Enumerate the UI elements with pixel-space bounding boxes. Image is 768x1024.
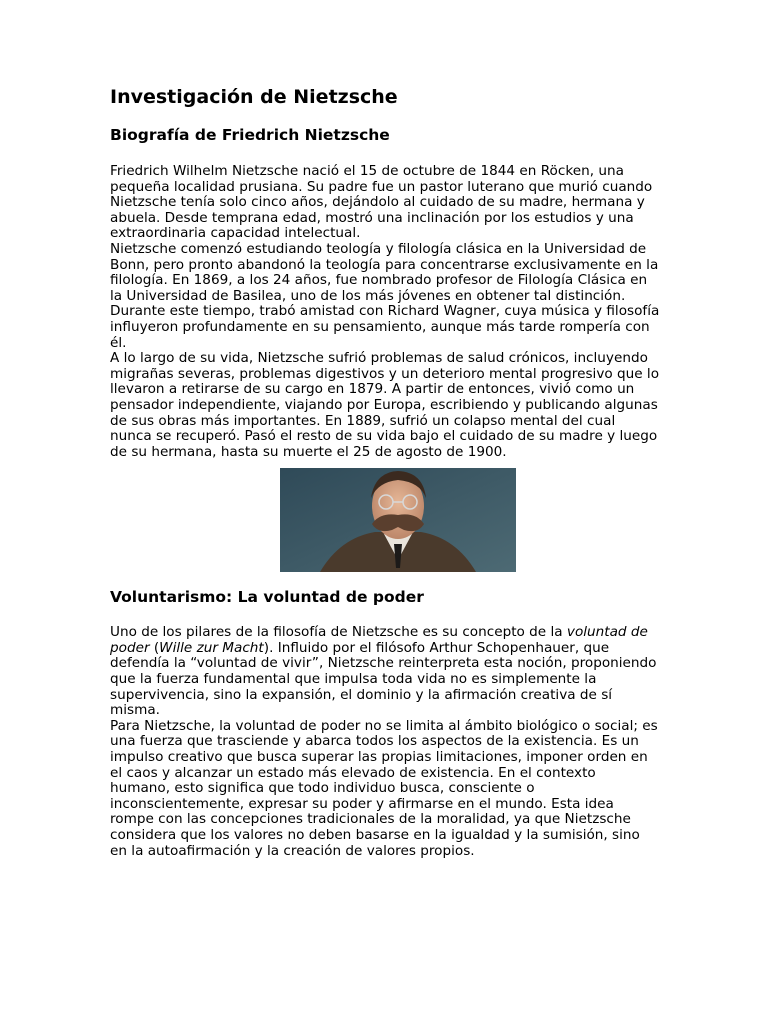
text-run: Uno de los pilares de la filosofía de Nietzsche es su concepto de la (110, 624, 567, 641)
text-run: ( (149, 639, 160, 656)
italic-term: Wille zur Macht (159, 639, 264, 656)
image-container (110, 468, 660, 572)
italic-term: voluntad de poder (110, 624, 648, 656)
portrait-photo-icon (280, 468, 516, 572)
paragraph: Para Nietzsche, la voluntad de poder no se limita al ámbito biológico o social; es una fuerza que trasciende y abarca todos los aspectos de la existencia. Es un impulso creativo que busca superar las propias limitaciones, imponer orden en el caos y alcanzar un estado más elevado de existencia. En el contexto humano, esto significa que todo individuo busca, consciente o inconscientemente, expresar su poder y afirmarse en el mundo. Esta idea rompe con las concepciones tradicionales de la moralidad, ya que Nietzsche considera que los valores no deben basarse en la igualdad y la sumisión, sino en la autoafirmación y la creación de valores propios. (110, 717, 658, 859)
paragraph: Friedrich Wilhelm Nietzsche nació el 15 de octubre de 1844 en Röcken, una pequeña localidad prusiana. Su padre fue un pastor luterano que murió cuando Nietzsche tenía solo cinco años, dejándolo al cuidado de su madre, hermana y abuela. Desde temprana edad, mostró una inclinación por los estudios y una extraordinaria capacidad intelectual. (110, 163, 653, 242)
paragraph: A lo largo de su vida, Nietzsche sufrió problemas de salud crónicos, incluyendo migrañas severas, problemas digestivos y un deterioro mental progresivo que lo llevaron a retirarse de su cargo en 1879. A partir de entonces, vivió como un pensador independiente, viajando por Europa, escribiendo y publicando algunas de sus obras más importantes. En 1889, sufrió un colapso mental del cual nunca se recuperó. Pasó el resto de su vida bajo el cuidado de su madre y luego de su hermana, hasta su muerte el 25 de agosto de 1900. (110, 350, 660, 460)
text-run: ). Influido por el filósofo Arthur Schopenhauer, que defendía la “voluntad de vivir”, Nietzsche reinterpreta esta noción, proponiendo que la fuerza fundamental que impulsa toda vida no es simplemente la supervivencia, sino la expansión, el dominio y la afirmación creativa de sí misma. (110, 639, 657, 719)
section-heading-biography: Biografía de Friedrich Nietzsche (110, 126, 390, 144)
paragraph (110, 625, 660, 719)
document-title: Investigación de Nietzsche (110, 86, 398, 108)
section-heading-voluntarism: Voluntarismo: La voluntad de poder (110, 588, 424, 607)
paragraph: Nietzsche comenzó estudiando teología y filología clásica en la Universidad de Bonn, pero pronto abandonó la teología para concentrarse exclusivamente en la filología. En 1869, a los 24 años, fue nombrado profesor de Filología Clásica en la Universidad de Basilea, uno de los más jóvenes en obtener tal distinción. Durante este tiempo, trabó amistad con Richard Wagner, cuya música y filosofía influyeron profundamente en su pensamiento, aunque más tarde rompería con él. (110, 240, 660, 351)
document-content (110, 84, 660, 859)
